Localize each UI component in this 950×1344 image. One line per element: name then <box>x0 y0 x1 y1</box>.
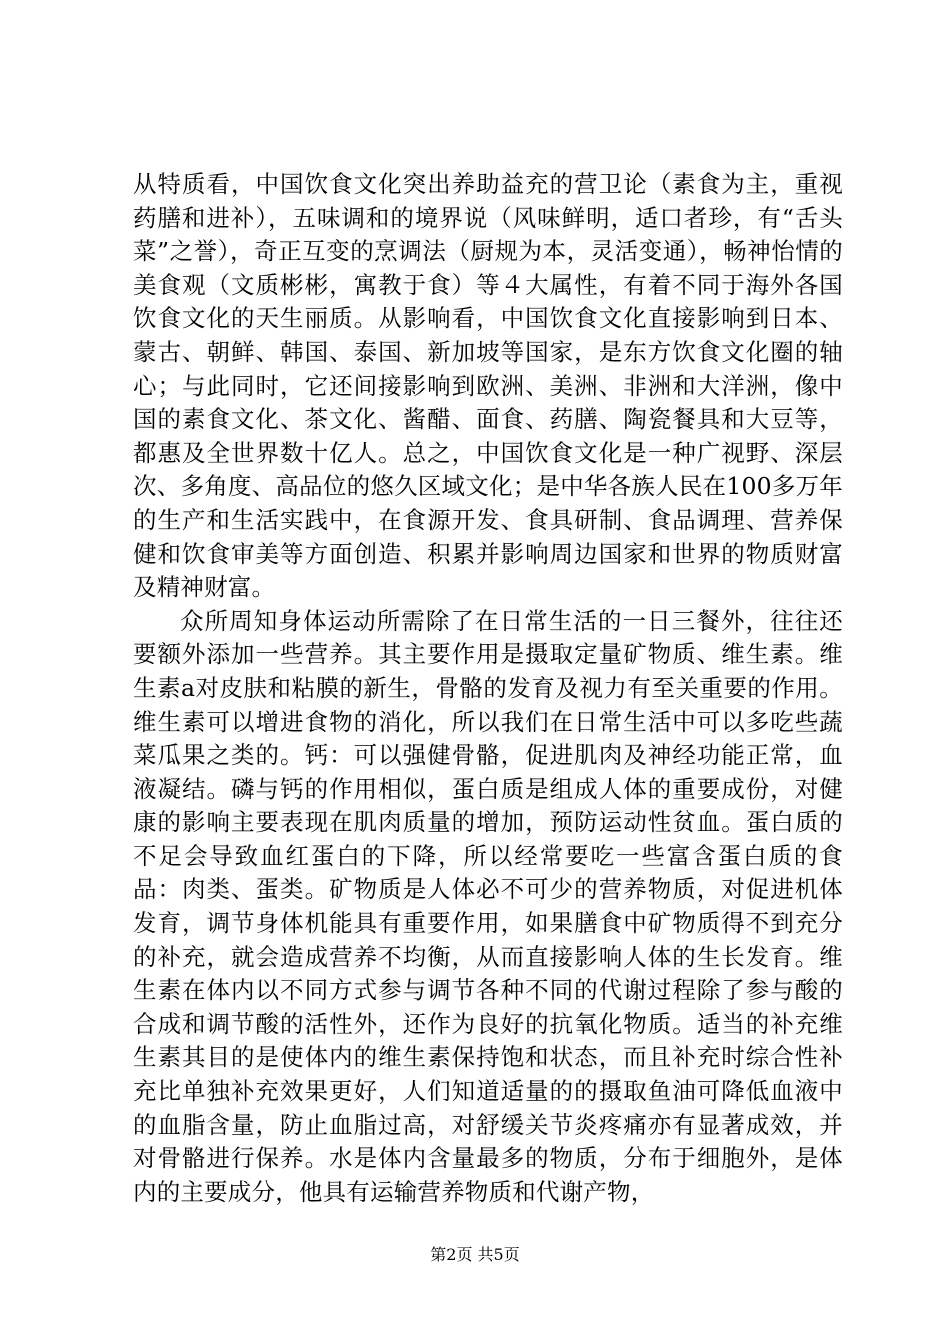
page-footer <box>0 1245 950 1265</box>
page-number: 第2页 共5页 <box>430 1245 520 1264</box>
paragraph-food-culture: 从特质看，中国饮食文化突出养助益充的营卫论（素食为主，重视药膳和进补），五味调和的境界说（风味鲜明，适口者珍，有“舌头菜”之誉），奇正互变的烹调法（厨规为本，灵活变通），畅神怡情的美食观（文质彬彬，寓教于食）等４大属性，有着不同于海外各国饮食文化的天生丽质。从影响看，中国饮食文化直接影响到日本、蒙古、朝鲜、韩国、泰国、新加坡等国家，是东方饮食文化圈的轴心；与此同时，它还间接影响到欧洲、美洲、非洲和大洋洲，像中国的素食文化、茶文化、酱醋、面食、药膳、陶瓷餐具和大豆等，都惠及全世界数十亿人。总之，中国饮食文化是一种广视野、深层次、多角度、高品位的悠久区域文化；是中华各族人民在100多万年的生产和生活实践中，在食源开发、食具研制、食品调理、营养保健和饮食审美等方面创造、积累并影响周边国家和世界的物质财富及精神财富。 <box>133 170 843 602</box>
paragraph-nutrition: 众所周知身体运动所需除了在日常生活的一日三餐外，往往还要额外添加一些营养。其主要作用是摄取定量矿物质、维生素。维生素a对皮肤和粘膜的新生，骨骼的发育及视力有至关重要的作用。维生素可以增进食物的消化，所以我们在日常生活中可以多吃些蔬菜瓜果之类的。钙：可以强健骨骼，促进肌肉及神经功能正常，血液凝结。磷与钙的作用相似，蛋白质是组成人体的重要成份，对健康的影响主要表现在肌肉质量的增加，预防运动性贫血。蛋白质的不足会导致血红蛋白的下降，所以经常要吃一些富含蛋白质的食品：肉类、蛋类。矿物质是人体必不可少的营养物质，对促进机体发育，调节身体机能具有重要作用，如果膳食中矿物质得不到充分的补充，就会造成营养不均衡，从而直接影响人体的生长发育。维生素在体内以不同方式参与调节各种不同的代谢过程除了参与酸的合成和调节酸的活性外，还作为良好的抗氧化物质。适当的补充维生素其目的是使体内的维生素保持饱和状态，而且补充时综合性补充比单独补充效果更好，人们知道适量的的摄取鱼油可降低血液中的血脂含量，防止血脂过高，对舒缓关节炎疼痛亦有显著成效，并对骨骼进行保养。水是体内含量最多的物质，分布于细胞外，是体内的主要成分，他具有运输营养物质和代谢产物， <box>133 606 843 1206</box>
document-body <box>133 168 843 1209</box>
